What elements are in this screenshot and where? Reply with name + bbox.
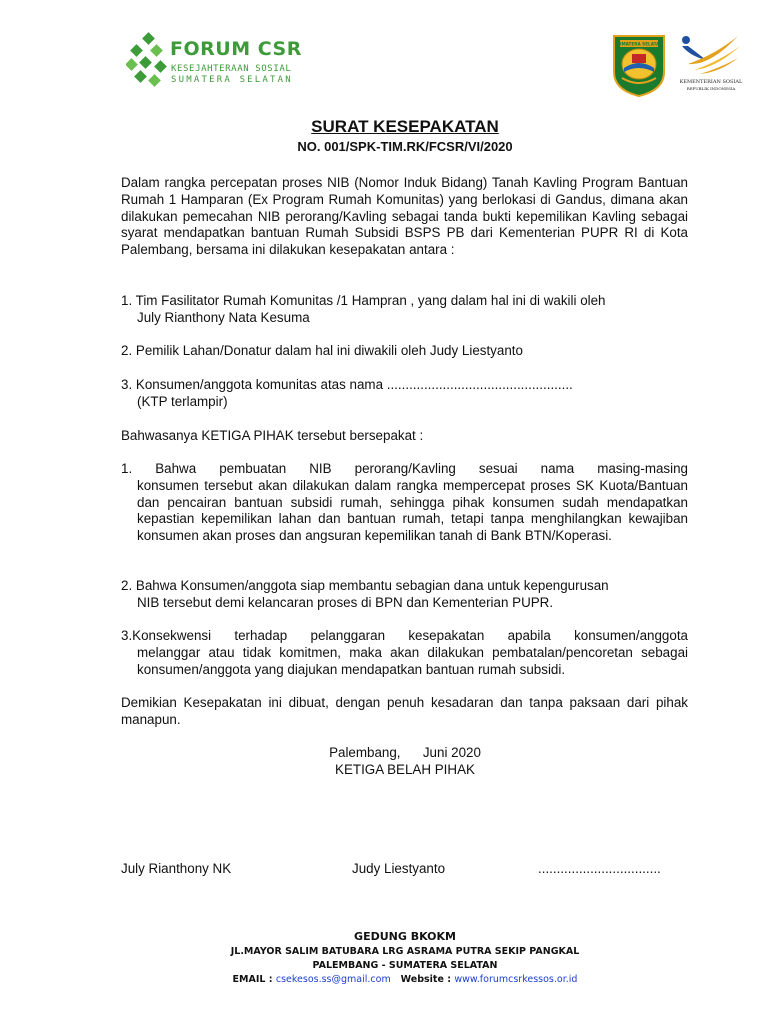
- document-number: NO. 001/SPK-TIM.RK/FCSR/VI/2020: [297, 139, 513, 154]
- agreement-3-first-line: 3.Konsekwensi terhadap pelanggaran kesepakatan apabila konsumen/anggota: [121, 628, 688, 643]
- footer-email-link[interactable]: csekesos.ss@gmail.com: [275, 974, 391, 985]
- agreement-2-rest: NIB tersebut demi kelancaran proses di BPN dan Kementerian PUPR.: [137, 594, 554, 610]
- forum-csr-mark-icon: [126, 32, 170, 90]
- emblem-text: SUMATERA SELATAN: [615, 41, 663, 47]
- agreement-3: [121, 628, 688, 678]
- footer-email-label: EMAIL :: [232, 974, 273, 985]
- signatory-2: Judy Liestyanto: [352, 861, 446, 876]
- agreement-2-first-line: 2. Bahwa Konsumen/anggota siap membantu sebagian dana untuk kepengurusan: [121, 578, 609, 593]
- party-3-line-2: (KTP terlampir): [137, 393, 228, 409]
- signatory-1: July Rianthony NK: [121, 861, 232, 876]
- parties-label: KETIGA BELAH PIHAK: [335, 762, 475, 777]
- kementerian-sosial-mark-icon: [676, 30, 746, 78]
- agreement-1-first-line: 1. Bahwa pembuatan NIB perorang/Kavling sesuai nama masing-masing: [121, 461, 688, 476]
- kemensos-label-1: KEMENTERIAN SOSIAL: [679, 79, 743, 85]
- footer-website-label: Website :: [400, 974, 452, 985]
- sumatera-selatan-emblem-icon: [610, 32, 668, 98]
- footer-website-link[interactable]: www.forumcsrkessos.or.id: [454, 974, 578, 985]
- party-1: [121, 293, 688, 327]
- kementerian-sosial-logo: [676, 30, 746, 94]
- agreement-3-rest: melanggar atau tidak komitmen, maka akan dilakukan pembatalan/pencoretan sebagai konsumen/anggota yang diajukan mendapatkan bantuan rumah subsidi.: [137, 644, 688, 677]
- agreement-1: [121, 461, 688, 545]
- party-3-line-1: 3. Konsumen/anggota komunitas atas nama ..................................................: [121, 377, 573, 392]
- document-title: SURAT KESEPAKATAN: [311, 117, 499, 136]
- forum-csr-subtitle-1: KESEJAHTERAAN SOSIAL: [171, 64, 292, 74]
- footer-contact: [0, 974, 768, 985]
- forum-csr-subtitle-2: SUMATERA SELATAN: [171, 75, 293, 85]
- party-2: [121, 343, 688, 360]
- party-3: [121, 377, 688, 411]
- agreement-intro: Bahwasanya KETIGA PIHAK tersebut bersepakat :: [121, 428, 424, 443]
- agreement-1-rest: konsumen tersebut akan dilakukan dalam rangka mempercepat proses SK Kuota/Bantuan dan pencairan bantuan subsidi rumah, sehingga pihak konsumen sudah mendapatkan kepastian kepemilikan lahan dan bantuan rumah, tetapi tanpa menghilangkan kewajiban konsumen akan proses dan angsuran kepemilikan tanah di Bank BTN/Koperasi.: [137, 477, 688, 544]
- party-2-line-1: 2. Pemilik Lahan/Donatur dalam hal ini diwakili oleh Judy Liestyanto: [121, 343, 523, 358]
- agreement-2: [121, 578, 688, 612]
- party-1-line-2: July Rianthony Nata Kesuma: [137, 309, 310, 325]
- intro-paragraph: Dalam rangka percepatan proses NIB (Nomor Induk Bidang) Tanah Kavling Program Bantuan Rumah 1 Hamparan (Ex Program Rumah Komunitas) yang berlokasi di Gandus, dimana akan dilakukan pemecahan NIB perorang/Kavling sebagai tanda bukti kepemilikan Kavling sebagai syarat mendapatkan bantuan Rumah Subsidi BSPS PB dari Kementerian PUPR RI di Kota Palembang, bersama ini dilakukan kesepakatan antara :: [121, 175, 688, 258]
- party-1-line-1: 1. Tim Fasilitator Rumah Komunitas /1 Hampran , yang dalam hal ini di wakili oleh: [121, 293, 606, 308]
- signatory-3-blank: .................................: [538, 861, 661, 876]
- place-date: Palembang, Juni 2020: [329, 745, 481, 760]
- footer-address-2: PALEMBANG - SUMATERA SELATAN: [312, 960, 498, 971]
- footer-building: GEDUNG BKOKM: [354, 930, 456, 943]
- forum-csr-logo: [126, 32, 316, 92]
- closing-paragraph: Demikian Kesepakatan ini dibuat, dengan penuh kesadaran dan tanpa paksaan dari pihak manapun.: [121, 695, 688, 727]
- kemensos-label-2: REPUBLIK INDONESIA: [686, 86, 736, 91]
- forum-csr-name: FORUM CSR: [170, 38, 302, 60]
- footer-address-1: JL.MAYOR SALIM BATUBARA LRG ASRAMA PUTRA SEKIP PANGKAL: [230, 946, 580, 957]
